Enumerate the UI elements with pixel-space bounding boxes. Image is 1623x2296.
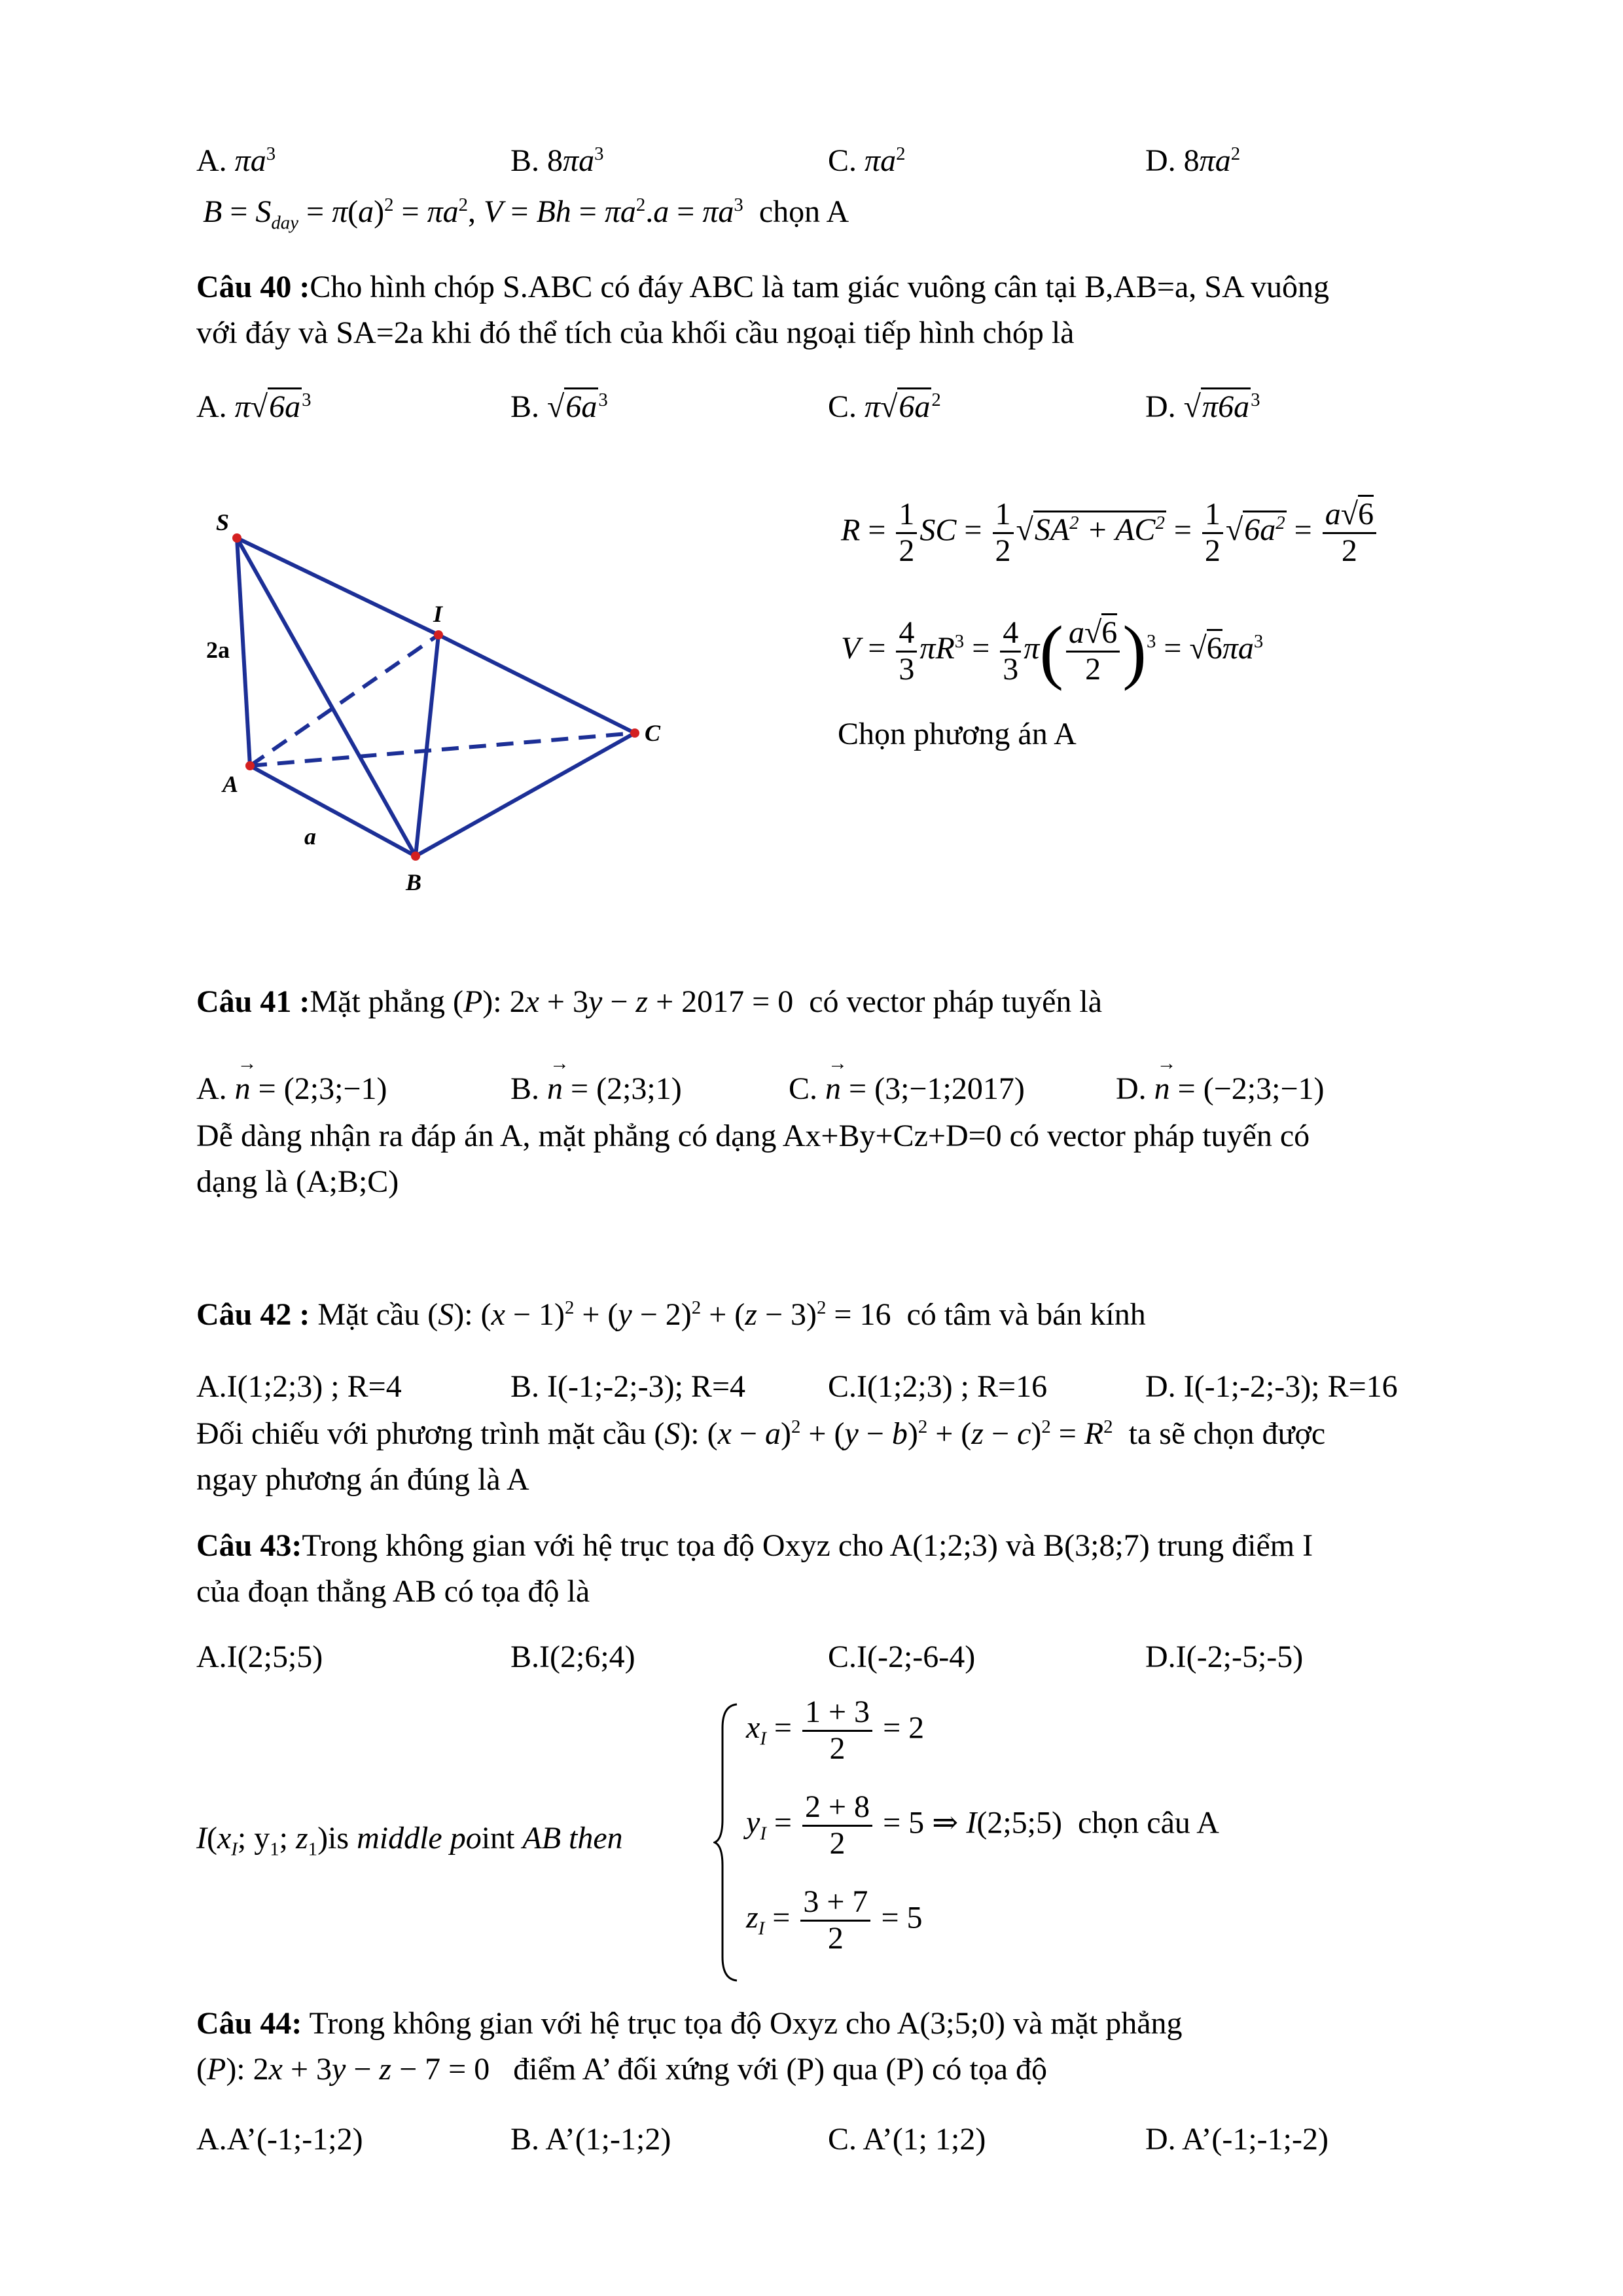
q43-system-y: $y_I$ = $\frac{2 + 8}{2}$ = 5 ⇒ I(2;5;5) chọn câu A	[746, 1789, 1219, 1861]
q43-text-line2: của đoạn thẳng AB có tọa độ là	[196, 1574, 590, 1609]
q39-option-a: A. $\pi a^3$	[196, 143, 276, 178]
q41-option-d: D. → n = (−2;3;−1)	[1116, 1073, 1325, 1105]
q41-option-b: B. → n = (2;3;1)	[510, 1073, 682, 1105]
label-b: B	[406, 869, 422, 895]
q40-option-a: A. $\pi√6a^3$	[196, 391, 311, 423]
q43-text-line1: Câu 43:Trong không gian với hệ trục tọa độ Oxyz cho A(1;2;3) và B(3;8;7) trung điểm I	[196, 1528, 1313, 1563]
q42-option-c: C.I(1;2;3) ; R=16	[828, 1369, 1048, 1404]
q43-middle-text: $I(x_I$; $y_1$; $z_1)is$ middle point AB then	[196, 1821, 623, 1860]
label-c: C	[645, 720, 661, 746]
q39-option-b: B. $8\pi a^3$	[510, 143, 604, 178]
q41-option-a: A. → n = (2;3;−1)	[196, 1073, 387, 1105]
q43-system-x: $x_I$ = $\frac{1 + 3}{2}$ = 2	[746, 1695, 925, 1766]
q41-option-c: C. → n = (3;−1;2017)	[789, 1073, 1025, 1105]
q42-option-a: A.I(1;2;3) ; R=4	[196, 1369, 402, 1404]
q40-solution-r: R = $\frac{1}{2}$ SC = $\frac{1}{2}$ $√SA^2 + AC^2$ = $\frac{1}{2}$ $√6a^2$ = $\frac{a√6}{2}$	[841, 497, 1379, 569]
q44-option-c: C. A’(1; 1;2)	[828, 2122, 986, 2157]
q41-explain-line2: dạng là (A;B;C)	[196, 1164, 399, 1199]
edge-bc	[416, 733, 635, 856]
q42-text: Câu 42 : Mặt cầu (S): $(x - 1)^2 + (y - 2)^2 + (z - 3)^2 = 16$ có tâm và bán kính	[196, 1297, 1146, 1332]
q44-text-line1: Câu 44: Trong không gian với hệ trục tọa độ Oxyz cho A(3;5;0) và mặt phẳng	[196, 2006, 1183, 2041]
q42-option-d: D. I(-1;-2;-3); R=16	[1145, 1369, 1398, 1404]
point-s	[232, 533, 241, 543]
q42-explain-line2: ngay phương án đúng là A	[196, 1462, 529, 1497]
point-i	[434, 630, 443, 639]
q39-option-c: C. $\pi a^2$	[828, 143, 906, 178]
q40-text-line2: với đáy và SA=2a khi đó thể tích của khối cầu ngoại tiếp hình chóp là	[196, 315, 1075, 350]
q42-option-b: B. I(-1;-2;-3); R=4	[510, 1369, 746, 1404]
point-c	[630, 728, 639, 738]
label-i: I	[433, 601, 443, 627]
edge-ac-hidden	[250, 733, 635, 766]
q43-option-a: A.I(2;5;5)	[196, 1640, 323, 1674]
label-s: S	[216, 509, 230, 535]
q43-system-brace	[713, 1702, 740, 1983]
q40-choice: Chọn phương án A	[838, 717, 1077, 751]
q44-text-line2: (P): 2x + 3y − z − 7 = 0 điểm A’ đối xứng với (P) qua (P) có tọa độ	[196, 2052, 1047, 2087]
q39-solution: $B = S_{day} = \pi(a)^2 = \pi a^2$, $V = Bh = \pi a^2.a = \pi a^3$ chọn A	[203, 194, 849, 234]
point-b	[411, 852, 420, 861]
q40-option-d: D. $√\pi 6a^3$	[1145, 391, 1260, 423]
q44-option-a: A.A’(-1;-1;2)	[196, 2122, 363, 2157]
q43-option-b: B.I(2;6;4)	[510, 1640, 635, 1674]
edge-sa	[237, 538, 250, 766]
q44-option-b: B. A’(1;-1;2)	[510, 2122, 671, 2157]
point-a	[245, 761, 255, 770]
q43-option-c: C.I(-2;-6-4)	[828, 1640, 976, 1674]
label-ab-length: a	[304, 823, 316, 850]
q40-solution-v: V = $\frac{4}{3}$ $\pi R^3$ = $\frac{4}{3}$ π( $\frac{a√6}{2}$ )$^3 = √6\pi a^3$	[841, 611, 1264, 691]
q41-explain-line1: Dễ dàng nhận ra đáp án A, mặt phẳng có dạng Ax+By+Cz+D=0 có vector pháp tuyến có	[196, 1119, 1310, 1153]
q42-explain-line1: Đối chiếu với phương trình mặt cầu (S): $(x - a)^2 + (y - b)^2 + (z - c)^2 = R^2$ ta sẽ chọn được	[196, 1416, 1326, 1451]
edge-ai-hidden	[250, 635, 438, 766]
label-a: A	[223, 771, 239, 797]
edge-si	[237, 538, 438, 635]
edge-ib	[416, 635, 438, 856]
q44-option-d: D. A’(-1;-1;-2)	[1145, 2122, 1329, 2157]
label-sa-length: 2a	[206, 637, 230, 663]
q43-system-z: $z_I$ = $\frac{3 + 7}{2}$ = 5	[746, 1884, 923, 1956]
q39-option-d: D. $8\pi a^2$	[1145, 143, 1241, 178]
q41-text: Câu 41 :Mặt phẳng (P): 2x + 3y − z + 2017 = 0 có vector pháp tuyến là	[196, 984, 1103, 1019]
edge-ic	[438, 635, 635, 733]
q40-option-b: B. $√6a^3$	[510, 391, 608, 423]
q40-text-line1: Câu 40 :Cho hình chóp S.ABC có đáy ABC là tam giác vuông cân tại B,AB=a, SA vuông	[196, 270, 1329, 304]
q40-option-c: C. $\pi√6a^2$	[828, 391, 941, 423]
q43-option-d: D.I(-2;-5;-5)	[1145, 1640, 1304, 1674]
q40-pyramid-figure	[196, 497, 707, 903]
